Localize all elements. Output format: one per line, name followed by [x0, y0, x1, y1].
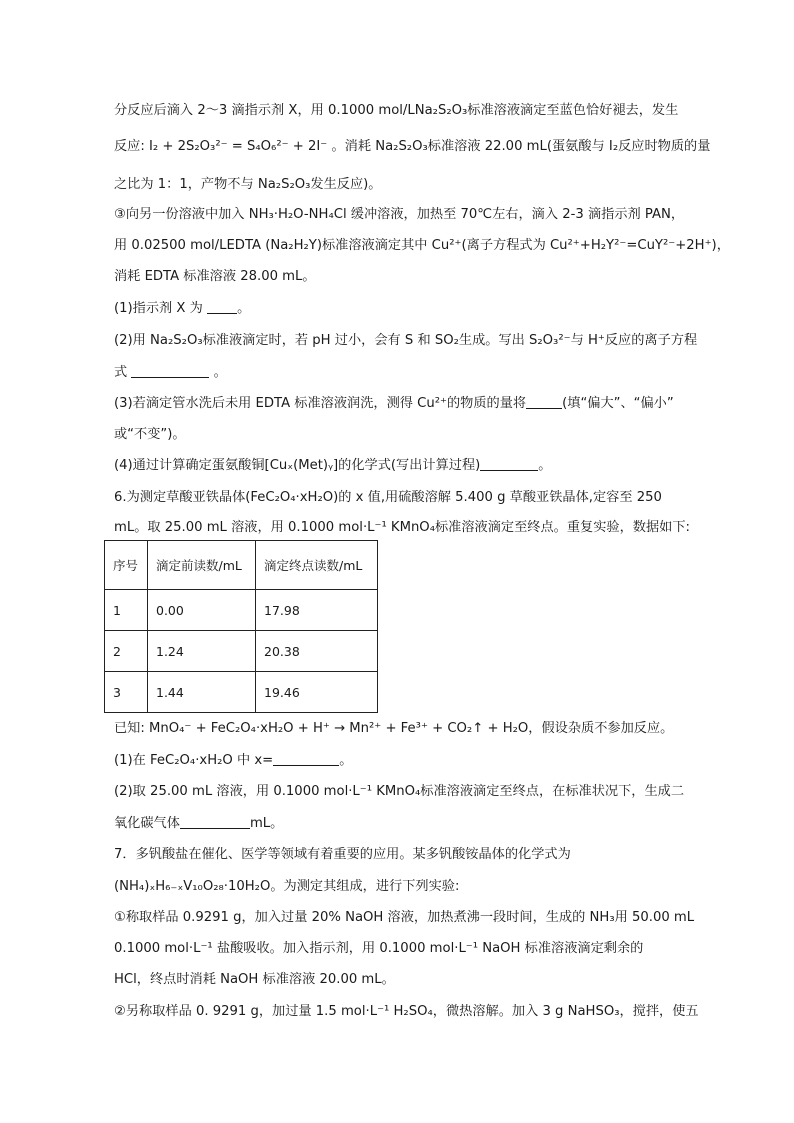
question-1-line [114, 299, 250, 319]
table-header-cell: 滴定前读数/mL [148, 541, 256, 590]
text-line: HCl，终点时消耗 NaOH 标准溶液 20.00 mL。 [114, 972, 395, 987]
table-row [105, 672, 378, 713]
titration-data-table [104, 540, 378, 713]
answer-blank[interactable] [180, 814, 250, 829]
answer-blank[interactable] [480, 456, 538, 471]
question-suffix: (填“偏大”、“偏小” [562, 396, 674, 411]
table-cell: 20.38 [256, 631, 378, 672]
question-text: 式 [114, 365, 128, 380]
question-suffix: 。 [538, 458, 552, 473]
question-suffix: 。 [237, 301, 251, 316]
text-line: ②另称取样品 0. 9291 g，加过量 1.5 mol·L⁻¹ H₂SO₄，微热溶解。加入 3 g NaHSO₃，搅拌，使五 [114, 1004, 699, 1019]
table-row [105, 590, 378, 631]
question-text: (4)通过计算确定蛋氨酸铜[Cuₓ(Met)ᵧ]的化学式(写出计算过程) [114, 458, 481, 473]
question-text: (1)在 FeC₂O₄·xH₂O 中 x= [114, 753, 274, 768]
table-cell: 3 [105, 672, 148, 713]
question-2-line [114, 363, 227, 383]
text-line: 6.为测定草酸亚铁晶体(FeC₂O₄·xH₂O)的 x 值,用硫酸溶解 5.400 g 草酸亚铁晶体,定容至 250 [114, 490, 662, 505]
text-line: 7．多钒酸盐在催化、医学等领域有着重要的应用。某多钒酸铵晶体的化学式为 [114, 847, 571, 862]
table-cell: 19.46 [256, 672, 378, 713]
text-line: 分反应后滴入 2～3 滴指示剂 X，用 0.1000 mol/LNa₂S₂O₃标准溶液滴定至蓝色恰好褪去，发生 [114, 103, 679, 118]
text-line: 0.1000 mol·L⁻¹ 盐酸吸收。加入指示剂，用 0.1000 mol·L⁻¹ NaOH 标准溶液滴定剩余的 [114, 941, 644, 956]
question-4-line [114, 456, 551, 476]
text-line: 用 0.02500 mol/LEDTA (Na₂H₂Y)标准溶液滴定其中 Cu²⁺(离子方程式为 Cu²⁺+H₂Y²⁻=CuY²⁻+2H⁺)， [114, 238, 730, 253]
table-header-cell: 滴定终点读数/mL [256, 541, 378, 590]
table-row [105, 631, 378, 672]
table-cell: 1 [105, 590, 148, 631]
question-3-line [114, 394, 674, 414]
answer-blank[interactable] [131, 363, 209, 378]
table-cell: 0.00 [148, 590, 256, 631]
question-text: (1)指示剂 X 为 [114, 301, 203, 316]
table-cell: 17.98 [256, 590, 378, 631]
answer-blank[interactable] [273, 751, 339, 766]
text-line: (2)取 25.00 mL 溶液，用 0.1000 mol·L⁻¹ KMnO₄标准溶液滴定至终点，在标准状况下，生成二 [114, 784, 685, 799]
table-header-cell: 序号 [105, 541, 148, 590]
table-cell: 1.44 [148, 672, 256, 713]
question-suffix: mL。 [249, 816, 284, 831]
answer-blank[interactable] [207, 299, 237, 314]
question-suffix: 。 [213, 365, 227, 380]
answer-blank[interactable] [526, 394, 562, 409]
text-line: ③向另一份溶液中加入 NH₃·H₂O-NH₄Cl 缓冲溶液，加热至 70℃左右，滴入 2-3 滴指示剂 PAN， [114, 207, 685, 222]
question-suffix: 。 [339, 753, 353, 768]
text-line: mL。取 25.00 mL 溶液，用 0.1000 mol·L⁻¹ KMnO₄标准溶液滴定至终点。重复实验，数据如下: [114, 520, 690, 535]
text-line: 已知: MnO₄⁻ + FeC₂O₄·xH₂O + H⁺ → Mn²⁺ + Fe³⁺ + CO₂↑ + H₂O，假设杂质不参加反应。 [114, 721, 674, 736]
table-header-row [105, 541, 378, 590]
question-6-1-line [114, 751, 352, 771]
text-line: (2)用 Na₂S₂O₃标准液滴定时，若 pH 过小，会有 S 和 SO₂生成。写出 S₂O₃²⁻与 H⁺反应的离子方程 [114, 333, 698, 348]
text-line: 或“不变”)。 [114, 427, 186, 442]
question-text: (3)若滴定管水洗后未用 EDTA 标准溶液润洗，测得 Cu²⁺的物质的量将 [114, 396, 527, 411]
text-line: 之比为 1：1，产物不与 Na₂S₂O₃发生反应)。 [114, 177, 382, 192]
text-line: 反应: I₂ + 2S₂O₃²⁻ = S₄O₆²⁻ + 2I⁻ 。消耗 Na₂S₂O₃标准溶液 22.00 mL(蛋氨酸与 I₂反应时物质的量 [114, 139, 711, 154]
text-line: ①称取样品 0.9291 g，加入过量 20% NaOH 溶液，加热煮沸一段时间，生成的 NH₃用 50.00 mL [114, 910, 695, 925]
table-cell: 1.24 [148, 631, 256, 672]
text-line: 消耗 EDTA 标准溶液 28.00 mL。 [114, 269, 316, 284]
question-text: 氧化碳气体 [114, 816, 180, 831]
text-line: (NH₄)ₓH₆₋ₓV₁₀O₂₈·10H₂O。为测定其组成，进行下列实验: [114, 879, 460, 894]
table-cell: 2 [105, 631, 148, 672]
question-6-2-line [114, 814, 283, 834]
